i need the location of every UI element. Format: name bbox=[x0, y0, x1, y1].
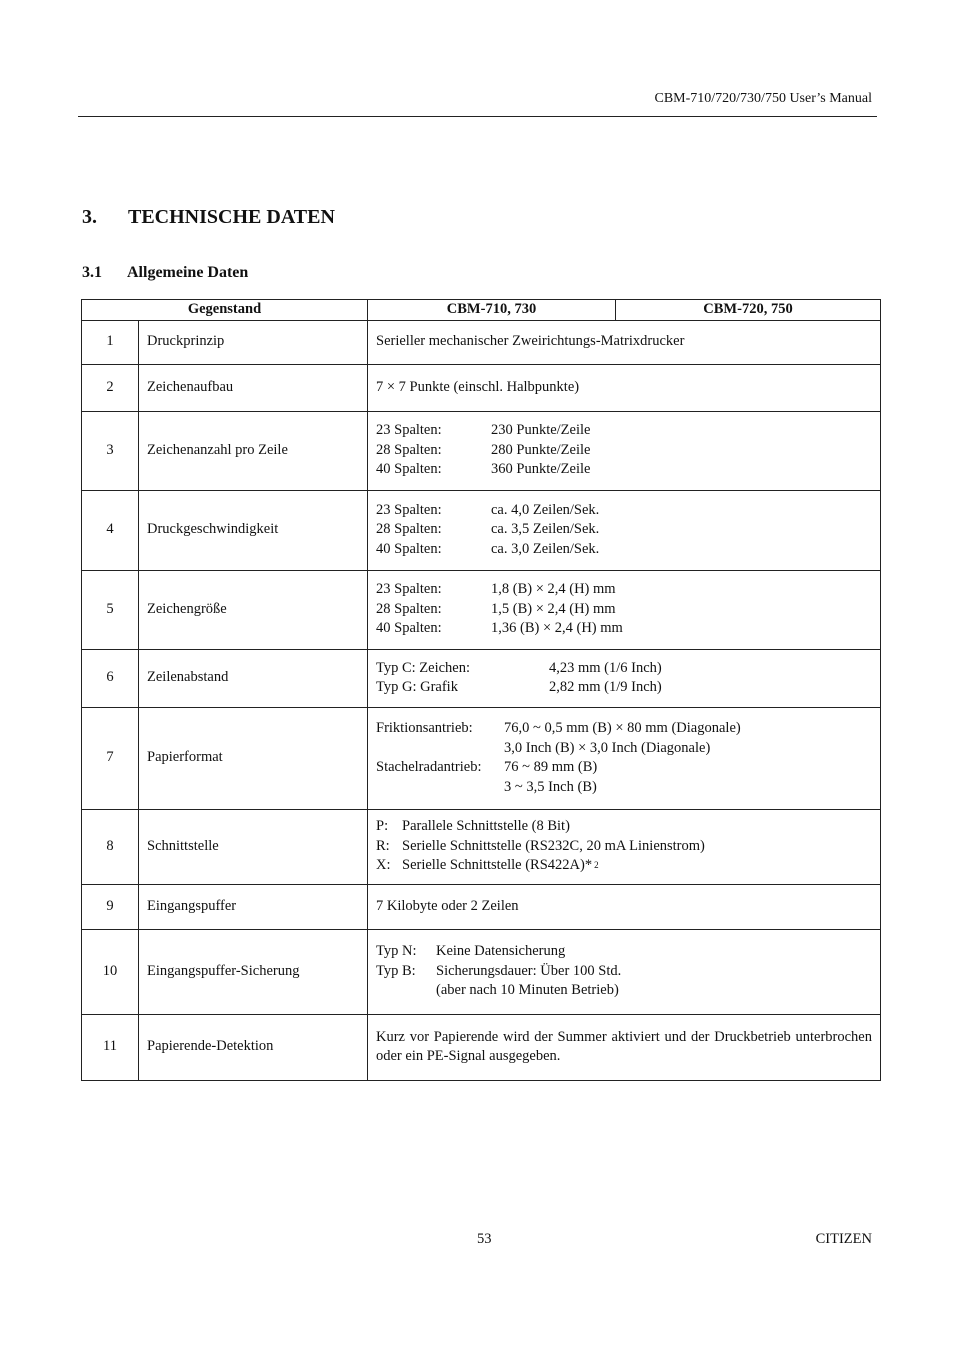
value-label: P: bbox=[376, 818, 389, 835]
value-text: Keine Datensicherung bbox=[436, 943, 566, 960]
chapter-title: TECHNISCHE DATEN bbox=[128, 206, 335, 228]
row-value bbox=[368, 707, 881, 809]
row-item: Zeichenanzahl pro Zeile bbox=[139, 411, 368, 490]
value-text: 1,8 (B) × 2,4 (H) mm bbox=[491, 581, 616, 598]
value-text: 7 Kilobyte oder 2 Zeilen bbox=[376, 897, 519, 914]
spec-table bbox=[81, 299, 881, 1081]
row-value bbox=[368, 649, 881, 707]
row-value bbox=[368, 490, 881, 570]
row-number: 10 bbox=[82, 929, 139, 1014]
footnote-marker: 2 bbox=[594, 860, 599, 871]
row-number: 8 bbox=[82, 809, 139, 884]
value-label: 28 Spalten: bbox=[376, 521, 442, 538]
value-text: 76,0 ~ 0,5 mm (B) × 80 mm (Diagonale) bbox=[504, 720, 741, 736]
value-label bbox=[376, 981, 436, 1001]
row-item: Druckprinzip bbox=[139, 320, 368, 364]
value-label bbox=[376, 778, 504, 798]
table-row bbox=[82, 707, 881, 809]
value-label: 23 Spalten: bbox=[376, 422, 442, 439]
value-text: ca. 4,0 Zeilen/Sek. bbox=[491, 501, 600, 518]
value-label: 28 Spalten: bbox=[376, 441, 442, 458]
value-text: Serieller mechanischer Zweirichtungs-Matrixdrucker bbox=[376, 333, 685, 350]
chapter-heading bbox=[82, 206, 335, 229]
row-item: Zeichenaufbau bbox=[139, 364, 368, 411]
table-row bbox=[82, 411, 881, 490]
value-label: Typ C: Zeichen: bbox=[376, 659, 471, 676]
section-heading bbox=[82, 264, 248, 282]
row-item: Zeilenabstand bbox=[139, 649, 368, 707]
value-label: X: bbox=[376, 857, 391, 874]
row-value bbox=[368, 411, 881, 490]
value-label: 23 Spalten: bbox=[376, 501, 442, 518]
table-row bbox=[82, 809, 881, 884]
header-gegenstand: Gegenstand bbox=[82, 300, 368, 321]
value-label: 40 Spalten: bbox=[376, 620, 442, 637]
row-value bbox=[368, 320, 881, 364]
row-item: Zeichengröße bbox=[139, 570, 368, 649]
value-label: Stachelradantrieb: bbox=[376, 759, 482, 775]
row-number: 1 bbox=[82, 320, 139, 364]
row-number: 9 bbox=[82, 884, 139, 929]
value-text: 76 ~ 89 mm (B) bbox=[504, 759, 598, 775]
value-text: 360 Punkte/Zeile bbox=[491, 461, 591, 478]
value-text: 4,23 mm (1/6 Inch) bbox=[549, 659, 662, 676]
value-label: Typ N: bbox=[376, 943, 417, 960]
table-row bbox=[82, 490, 881, 570]
value-text: 1,5 (B) × 2,4 (H) mm bbox=[491, 600, 616, 617]
value-text: ca. 3,0 Zeilen/Sek. bbox=[491, 540, 600, 557]
row-item: Eingangspuffer-Sicherung bbox=[139, 929, 368, 1014]
value-text: 3 ~ 3,5 Inch (B) bbox=[504, 778, 597, 795]
value-label: Typ G: Grafik bbox=[376, 679, 458, 695]
header-cbm-720-750: CBM-720, 750 bbox=[616, 300, 881, 321]
table-row bbox=[82, 649, 881, 707]
value-text: ca. 3,5 Zeilen/Sek. bbox=[491, 521, 600, 538]
value-label: R: bbox=[376, 837, 390, 854]
row-number: 2 bbox=[82, 364, 139, 411]
table-row bbox=[82, 884, 881, 929]
value-text: 280 Punkte/Zeile bbox=[491, 441, 591, 458]
row-value bbox=[368, 570, 881, 649]
value-text: Sicherungsdauer: Über 100 Std. bbox=[436, 962, 622, 979]
table-row bbox=[82, 929, 881, 1014]
value-label: 23 Spalten: bbox=[376, 581, 442, 598]
header-rule bbox=[78, 116, 877, 117]
value-text: Parallele Schnittstelle (8 Bit) bbox=[402, 818, 570, 835]
value-label bbox=[376, 739, 504, 759]
section-number: 3.1 bbox=[82, 264, 102, 281]
value-label: Friktionsantrieb: bbox=[376, 720, 473, 736]
page-number: 53 bbox=[477, 1231, 492, 1247]
row-value bbox=[368, 1014, 881, 1080]
row-number: 3 bbox=[82, 411, 139, 490]
row-item: Papierformat bbox=[139, 707, 368, 809]
table-row bbox=[82, 570, 881, 649]
chapter-number: 3. bbox=[82, 206, 97, 228]
value-text: 1,36 (B) × 2,4 (H) mm bbox=[491, 620, 623, 637]
value-label: 40 Spalten: bbox=[376, 540, 442, 557]
row-item: Druckgeschwindigkeit bbox=[139, 490, 368, 570]
row-number: 5 bbox=[82, 570, 139, 649]
table-row bbox=[82, 1014, 881, 1080]
value-label: 40 Spalten: bbox=[376, 461, 442, 478]
table-header-row bbox=[82, 300, 881, 321]
table-row bbox=[82, 320, 881, 364]
value-text: Serielle Schnittstelle (RS232C, 20 mA Linienstrom) bbox=[402, 837, 705, 854]
value-text: 7 × 7 Punkte (einschl. Halbpunkte) bbox=[376, 378, 580, 395]
footer-brand: CITIZEN bbox=[815, 1231, 872, 1247]
header-cbm-710-730: CBM-710, 730 bbox=[368, 300, 616, 321]
table-row bbox=[82, 364, 881, 411]
value-label: 28 Spalten: bbox=[376, 600, 442, 617]
header-title: CBM-710/720/730/750 User’s Manual bbox=[654, 91, 872, 106]
row-value bbox=[368, 364, 881, 411]
value-paragraph: Kurz vor Papierende wird der Summer aktiviert und der Druckbetrieb unterbrochen oder ein PE-Signal ausgegeben. bbox=[376, 1028, 872, 1064]
row-value bbox=[368, 929, 881, 1014]
value-text: 3,0 Inch (B) × 3,0 Inch (Diagonale) bbox=[504, 739, 711, 756]
value-label: Typ B: bbox=[376, 962, 416, 979]
value-text: (aber nach 10 Minuten Betrieb) bbox=[436, 982, 619, 999]
section-title: Allgemeine Daten bbox=[127, 264, 249, 281]
row-number: 4 bbox=[82, 490, 139, 570]
value-text: Serielle Schnittstelle (RS422A)* bbox=[402, 857, 593, 874]
value-text: 230 Punkte/Zeile bbox=[491, 422, 591, 439]
row-item: Schnittstelle bbox=[139, 809, 368, 884]
value-text: 2,82 mm (1/9 Inch) bbox=[549, 679, 662, 695]
row-value bbox=[368, 884, 881, 929]
row-number: 6 bbox=[82, 649, 139, 707]
row-value bbox=[368, 809, 881, 884]
row-number: 11 bbox=[82, 1014, 139, 1080]
row-item: Papierende-Detektion bbox=[139, 1014, 368, 1080]
row-number: 7 bbox=[82, 707, 139, 809]
row-item: Eingangspuffer bbox=[139, 884, 368, 929]
